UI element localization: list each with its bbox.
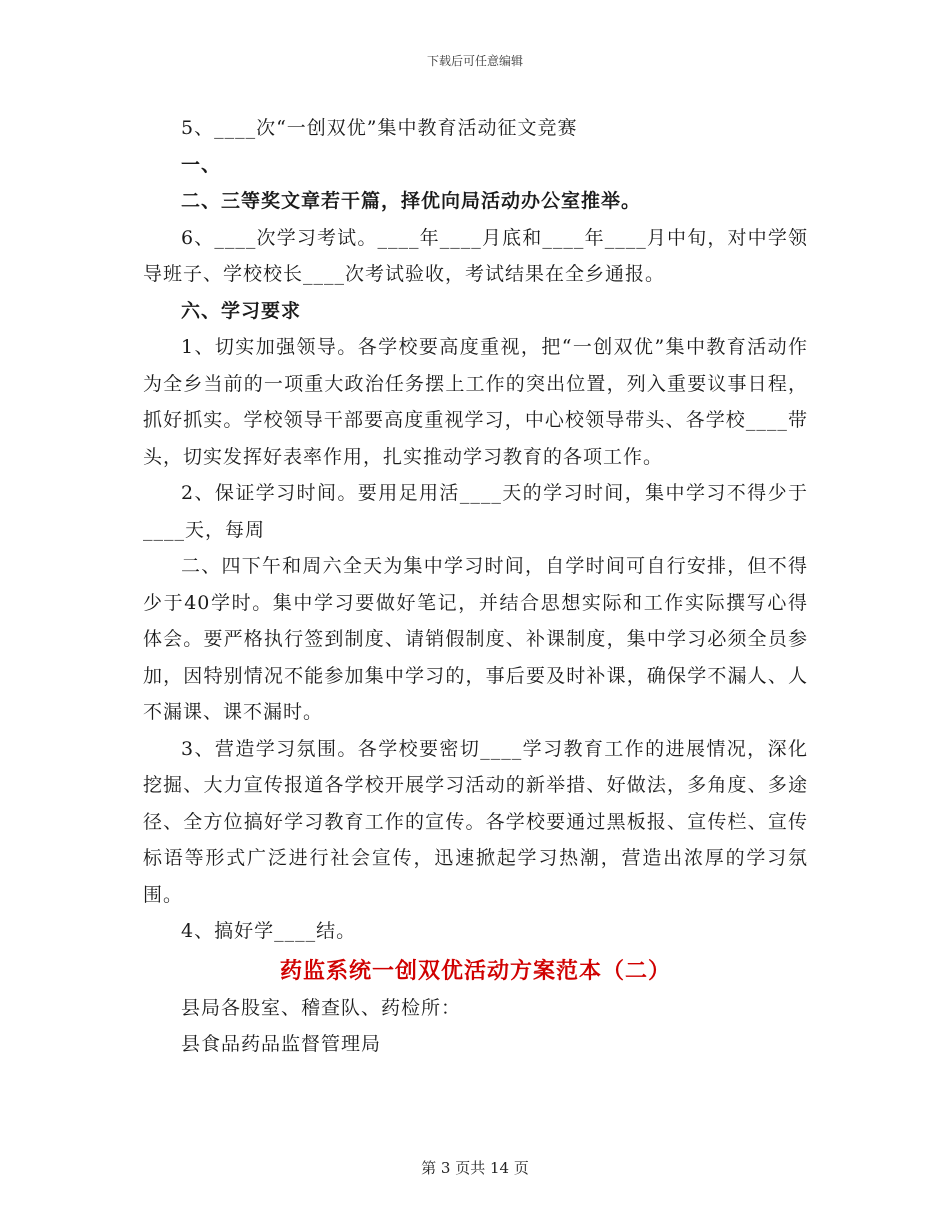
section-heading-study-requirements: 六、学习要求 xyxy=(181,299,302,322)
paragraph-heading-one: 一、 xyxy=(181,153,222,176)
paragraph-requirement-2-continued: 二、四下午和周六全天为集中学习时间，自学时间可自行安排，但不得少于40学时。集中学习要做好笔记，并结合思想实际和工作实际撰写心得体会。要严格执行签到制度、请销假制度、补课制度，集中学习必须全员参加，因特别情况不能参加集中学习的，事后要及时补课，确保学不漏人、人不漏课、课不漏时。 xyxy=(143,555,808,723)
paragraph-requirement-3: 3、营造学习氛围。各学校要密切____学习教育工作的进展情况，深化挖掘、大力宣传报道各学校开展学习活动的新举措、好做法，多角度、多途径、全方位搞好学习教育工作的宣传。各学校要通过黑板报、宣传栏、宣传标语等形式广泛进行社会宣传，迅速掀起学习热潮，营造出浓厚的学习氛围。 xyxy=(143,737,808,906)
page-header: 下载后可任意编辑 xyxy=(426,54,523,68)
paragraph-item-5: 5、____次“一创双优”集中教育活动征文竞赛 xyxy=(181,117,578,139)
paragraph-requirement-2: 2、保证学习时间。要用足用活____天的学习时间，集中学习不得少于____天，每周 xyxy=(143,482,808,541)
section-title: 药监系统一创双优活动方案范本（二） xyxy=(279,957,671,984)
paragraph-heading-two: 二、三等奖文章若干篇，择优向局活动办公室推举。 xyxy=(181,190,642,212)
paragraph-requirement-4: 4、搞好学____结。 xyxy=(181,920,357,942)
document-body xyxy=(143,110,808,1063)
issuer-line: 县食品药品监督管理局 xyxy=(181,1033,382,1055)
paragraph-item-6: 6、____次学习考试。____年____月底和____年____月中旬，对中学领导班子、学校校长____次考试验收，考试结果在全乡通报。 xyxy=(143,226,808,285)
addressee-line: 县局各股室、稽查队、药检所： xyxy=(181,996,462,1019)
paragraph-requirement-1: 1、切实加强领导。各学校要高度重视，把“一创双优”集中教育活动作为全乡当前的一项重大政治任务摆上工作的突出位置，列入重要议事日程，抓好抓实。学校领导干部要高度重视学习，中心校领导带头、各学校____带头，切实发挥好表率作用，扎实推动学习教育的各项工作。 xyxy=(143,336,808,468)
page-footer: 第 3 页共 14 页 xyxy=(421,1159,529,1177)
